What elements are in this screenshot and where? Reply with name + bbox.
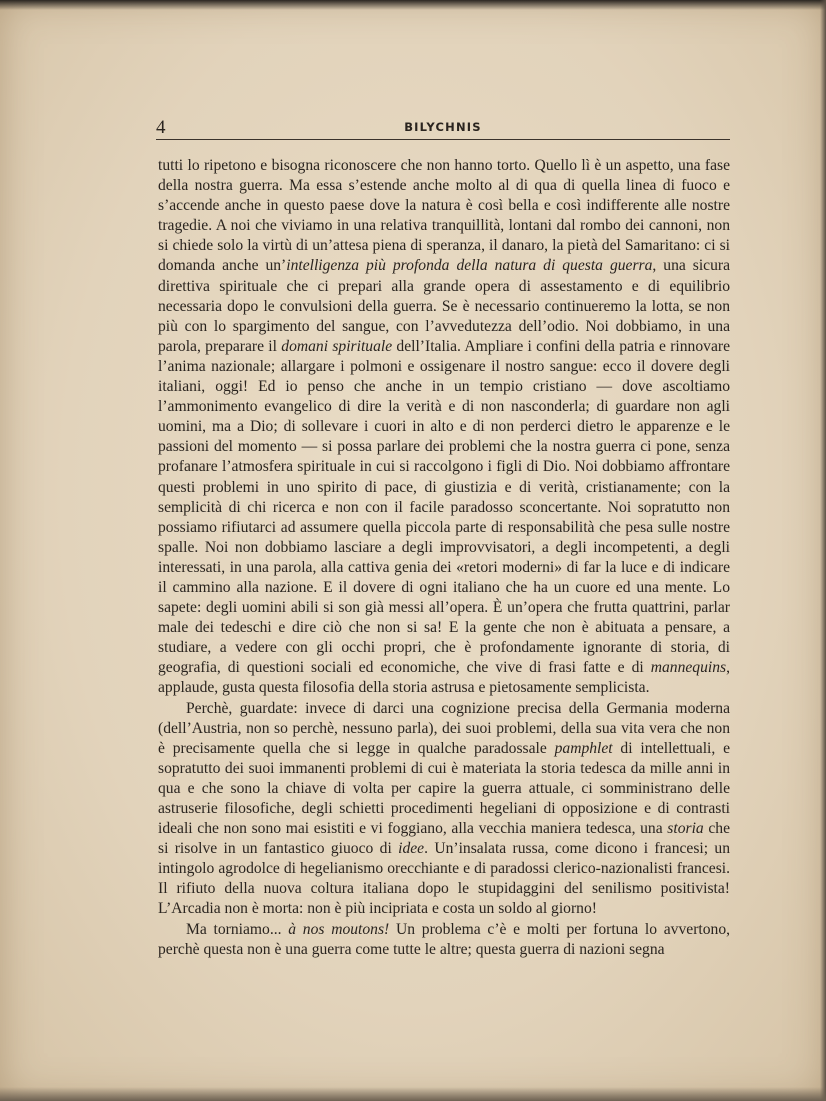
running-title: BILYCHNIS xyxy=(404,120,482,134)
italic-phrase: domani spirituale xyxy=(281,337,393,355)
italic-phrase: mannequins xyxy=(650,659,727,677)
page-bottom-edge xyxy=(0,1087,826,1101)
italic-phrase: intelligenza più profonda della natura di questa guerra xyxy=(286,257,653,275)
paragraph: Ma torniamo... à nos moutons! Un problema c’è e molti per fortuna lo avvertono, perchè questa non è una guerra come tutte le altre; questa guerra di nazioni segna xyxy=(158,920,731,958)
paragraph: Perchè, guardate: invece di darci una cognizione precisa della Germania moderna (dell’Austria, non so perchè, nessuno parla), dei suoi problemi, della sua vita vera che non è precisamente quella che si legge in qualche paradossale pamphlet di intellettuali, e sopratutto dei suoi immanenti problemi di cui è materiata la storia tedesca da mille anni in qua e che sono la chiave di volta per capire la guerra attuale, ci somministrano delle astruserie filosofiche, degli schietti procedimenti hegeliani di opposizione e di contrasti ideali che non sono mai esistiti e vi foggiano, alla vecchia maniera tedesca, una storia che si risolve in un fantastico giuoco di idee. Un’insalata russa, come dicono i francesi; un intingolo agrodolce di hegelianismo orecchiante e di paradossi clerico-nazionalisti francesi. Il rifiuto della nuova coltura italiana dopo le stupidaggini del senilismo positivista! L’Arcadia non è morta: non è più incipriata e costa un soldo al giorno! xyxy=(158,699,731,918)
italic-phrase: pamphlet xyxy=(554,739,613,757)
page-right-edge xyxy=(820,0,826,1101)
body-text xyxy=(158,156,730,960)
paragraph: tutti lo ripetono e bisogna riconoscere che non hanno torto. Quello lì è un aspetto, una fase della nostra guerra. Ma essa s’estende anche molto al di qua di quella linea di fuoco e s’accende anche in questo paese dove la natura è così bella e così indifferente alle nostre tragedie. A noi che viviamo in una relativa tranquillità, lontani dal rombo dei cannoni, non si chiede solo la virtù di un’attesa piena di speranza, il danaro, la pietà del Samaritano: ci si domanda anche un’intelligenza più profonda della natura di questa guerra, una sicura direttiva spirituale che ci prepari alla grande opera di assestamento e di equilibrio necessaria dopo le convulsioni della guerra. Se è necessario continueremo la lotta, se non più con lo spargimento del sangue, con l’avvedutezza dell’odio. Noi dobbiamo, in una parola, preparare il domani spirituale dell’Italia. Ampliare i confini della patria e rinnovare l’anima nazionale; allargare i polmoni e ossigenare il nostro sangue: ecco il dovere degli italiani, oggi! Ed io penso che anche in un tempio cristiano — dove ascoltiamo l’ammonimento evangelico di dire la verità e di non nasconderla; di guardare non agli uomini, ma a Dio; di sollevare i cuori in alto e di non perderci dietro le apparenze e le passioni del momento — si possa parlare dei problemi che la nostra guerra ci pone, senza profanare l’atmosfera spirituale in cui si raccolgono i figli di Dio. Noi dobbiamo affrontare questi problemi in uno spirito di pace, di giustizia e di verità, cristianamente; con la semplicità di chi ricerca e non con il facile paradosso sconcertante. Noi sopratutto non possiamo rifiutarci ad assumere quella piccola parte di responsabilità che pesa sulle nostre spalle. Noi non dobbiamo lasciare a degli improvvisatori, a degli incompetenti, a degli interessati, in una parola, alla cattiva genia dei «retori moderni» di far la luce e di indicare il cammino alla nazione. E il dovere di ogni italiano che ha un cuore ed una mente. Lo sapete: degli uomini abili si son già messi all’opera. È un’opera che frutta quattrini, parlar male dei tedeschi e dire ciò che non si sa! E la gente che non è abituata a pensare, a studiare, a vedere con gli occhi propri, che è profondamente ignorante di storia, di geografia, di questioni sociali ed economiche, che vive di frasi fatte e di mannequins, applaude, gusta questa filosofia della storia astrusa e pietosamente semplicista. xyxy=(158,157,730,697)
page-top-edge xyxy=(0,0,826,10)
italic-phrase: à nos moutons! xyxy=(288,920,390,938)
header-rule xyxy=(156,139,730,140)
page-header xyxy=(156,117,730,141)
italic-phrase: storia xyxy=(667,820,704,838)
italic-phrase: idee xyxy=(398,840,425,858)
page-number: 4 xyxy=(156,117,166,138)
